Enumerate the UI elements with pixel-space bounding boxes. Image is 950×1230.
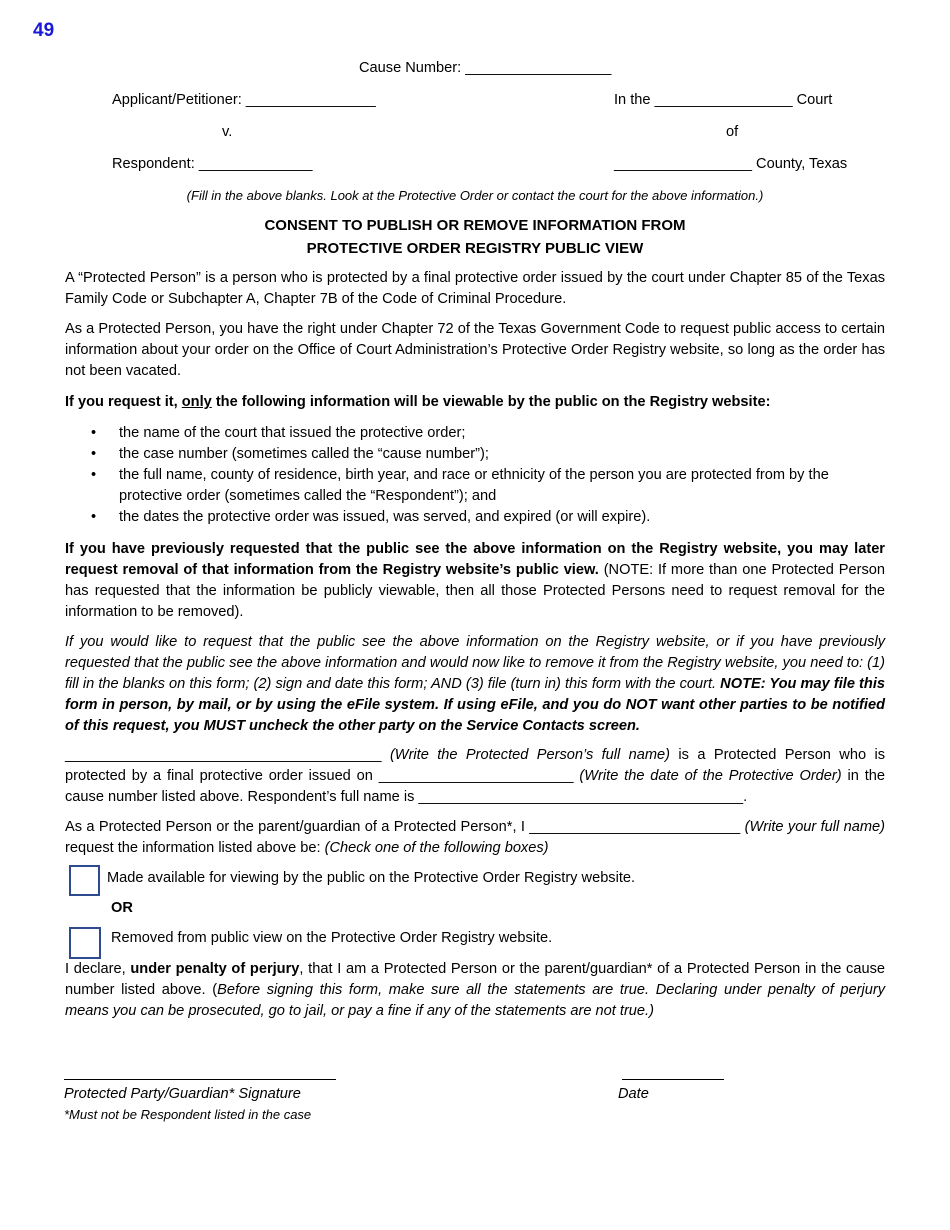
county-label: County, Texas bbox=[756, 156, 848, 172]
county-blank[interactable]: _________________ bbox=[614, 156, 752, 172]
protected-name-blank[interactable]: _______________________________________ bbox=[65, 747, 382, 763]
viewable-info-list bbox=[65, 423, 885, 528]
signature-note: *Must not be Respondent listed in the case bbox=[64, 1107, 312, 1122]
applicant-label: Applicant/Petitioner: bbox=[112, 92, 242, 108]
viewable-info-heading bbox=[65, 392, 885, 413]
remove-checkbox[interactable] bbox=[69, 927, 101, 959]
request-text2: request the information listed above be: bbox=[65, 840, 325, 856]
check-box-hint: (Check one of the following boxes) bbox=[324, 840, 549, 856]
signature-label: Protected Party/Guardian* Signature bbox=[64, 1086, 301, 1102]
remove-option-label: Removed from public view on the Protective Order Registry website. bbox=[111, 930, 553, 946]
rights-paragraph: As a Protected Person, you have the right under Chapter 72 of the Texas Government Code to request public access to certain information about your order on the Office of Court Administration’s Protective Order Registry website, so long as the order has not been vacated. bbox=[65, 321, 885, 379]
order-date-hint: (Write the date of the Protective Order) bbox=[579, 768, 842, 784]
request-text1: As a Protected Person or the parent/guardian of a Protected Person*, I bbox=[65, 819, 530, 835]
requester-name-blank[interactable]: __________________________ bbox=[529, 819, 741, 835]
perjury-bold: under penalty of perjury bbox=[130, 961, 300, 977]
declaration-text2: , that I am a Protected Person or the parent/guardian* of a Protected Person in the cause number listed above. ( bbox=[65, 961, 885, 998]
list-item: • the case number (sometimes called the “cause number”); bbox=[119, 444, 885, 465]
protected-name-hint: (Write the Protected Person’s full name) bbox=[389, 747, 671, 763]
form-title bbox=[0, 214, 950, 260]
respondent-name-blank[interactable]: ________________________________________ bbox=[418, 789, 744, 805]
removal-bold-text: If you have previously requested that the public see the above information on the Registry website, you may later request removal of that information from the Registry website’s public view. bbox=[65, 541, 885, 578]
versus-label: v. bbox=[222, 124, 233, 140]
order-date-blank[interactable]: ________________________ bbox=[378, 768, 574, 784]
or-label: OR bbox=[111, 900, 133, 916]
form-title-line2: PROTECTIVE ORDER REGISTRY PUBLIC VIEW bbox=[306, 240, 644, 257]
declaration-italic: Before signing this form, make sure all the statements are true. Declaring under penalty of perjury means you can be prosecuted, go to jail, or pay a fine if any of the statements are not true.) bbox=[65, 982, 885, 1019]
removal-paragraph bbox=[65, 539, 885, 623]
date-label: Date bbox=[618, 1086, 649, 1102]
applicant-blank[interactable]: ________________ bbox=[245, 92, 376, 108]
list-item: • the name of the court that issued the protective order; bbox=[119, 423, 885, 444]
efile-note-text: NOTE: You may file this form in person, by mail, or by using the eFile system. If using eFile, and you do NOT want other parties to be notified of this request, you MUST uncheck the other party on the Service Contacts screen. bbox=[65, 676, 886, 734]
date-line[interactable] bbox=[622, 1079, 724, 1080]
page-number: 49 bbox=[33, 20, 55, 41]
request-paragraph bbox=[65, 817, 885, 859]
statement-text2: in the cause number listed above. Respondent’s full name is bbox=[65, 768, 885, 805]
respondent-label: Respondent: bbox=[112, 156, 195, 172]
viewable-heading-part1: If you request it, bbox=[65, 394, 182, 410]
caption-hint: (Fill in the above blanks. Look at the Protective Order or contact the court for the above information.) bbox=[186, 188, 764, 203]
requester-name-hint: (Write your full name) bbox=[744, 819, 885, 835]
instructions-text: If you would like to request that the public see the above information on the Registry website, or if you have previously requested that the public see the above information and would now like to remove it from the Registry website, you need to: (1) fill in the blanks on this form; (2) sign and date this form; AND (3) file (turn in) this form with the court. bbox=[65, 634, 885, 692]
county-field bbox=[614, 154, 847, 175]
publish-option-label: Made available for viewing by the public on the Protective Order Registry website. bbox=[107, 870, 636, 886]
viewable-heading-part2: the following information will be viewable by the public on the Registry website: bbox=[211, 394, 771, 410]
in-the-label: In the bbox=[614, 92, 651, 108]
applicant-field bbox=[112, 90, 376, 111]
cause-number-label: Cause Number: bbox=[359, 60, 462, 76]
court-label: Court bbox=[796, 92, 833, 108]
statement-text1: is a Protected Person who is protected by a final protective order issued on bbox=[65, 747, 885, 784]
list-item: • the dates the protective order was issued, was served, and expired (or will expire). bbox=[119, 507, 885, 528]
list-item: • the full name, county of residence, birth year, and race or ethnicity of the person you are protected from by the protective order (sometimes called the “Respondent”); and bbox=[119, 465, 885, 507]
court-blank[interactable]: _________________ bbox=[654, 92, 793, 108]
respondent-field bbox=[112, 154, 312, 175]
statement-end: . bbox=[743, 789, 748, 805]
declaration-text1: I declare, bbox=[65, 961, 131, 977]
cause-number-field bbox=[359, 58, 611, 79]
signature-line[interactable] bbox=[64, 1079, 336, 1080]
form-title-line1: CONSENT TO PUBLISH OR REMOVE INFORMATION FROM bbox=[264, 217, 686, 234]
publish-checkbox[interactable] bbox=[69, 865, 100, 896]
court-field bbox=[614, 90, 832, 111]
viewable-heading-only: only bbox=[181, 394, 212, 410]
removal-note-text: (NOTE: If more than one Protected Person has requested that the information be publicly viewable, then all those Protected Persons need to request removal for the information to be removed). bbox=[65, 562, 885, 620]
declaration-paragraph bbox=[65, 959, 885, 1022]
cause-number-blank[interactable]: __________________ bbox=[465, 60, 612, 76]
protected-person-statement bbox=[65, 745, 885, 808]
respondent-blank[interactable]: ______________ bbox=[198, 156, 313, 172]
protected-person-definition: A “Protected Person” is a person who is protected by a final protective order issued by the court under Chapter 85 of the Texas Family Code or Subchapter A, Chapter 7B of the Code of Criminal Procedure. bbox=[65, 270, 885, 307]
instructions-paragraph bbox=[65, 632, 885, 737]
of-label: of bbox=[726, 124, 739, 140]
